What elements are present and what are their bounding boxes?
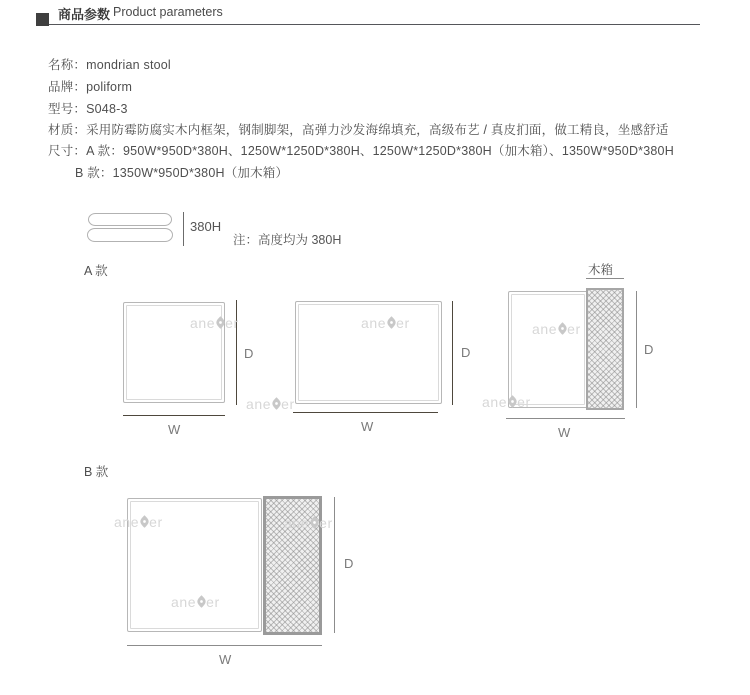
- watermark: ane er: [482, 394, 531, 410]
- diagram-b-w-line: [127, 645, 322, 646]
- spec-value: S048-3: [86, 102, 128, 116]
- wood-box-underline: [586, 278, 624, 279]
- watermark: ane er: [246, 396, 295, 412]
- diagram-a2-d-label: D: [461, 345, 471, 360]
- height-dimension-line: [183, 212, 184, 246]
- diagram-b-w-label: W: [219, 652, 232, 667]
- spec-label: 名称：: [48, 58, 87, 72]
- diagram-a2-w-line: [293, 412, 438, 413]
- aneger-logo-icon: [508, 395, 517, 408]
- spec-value: mondrian stool: [86, 58, 171, 72]
- aneger-logo-icon: [387, 316, 396, 329]
- diagram-a2-w-label: W: [361, 419, 374, 434]
- diagram-b-d-line: [334, 497, 335, 633]
- spec-row-size-a: [48, 141, 674, 159]
- diagram-a1-w-line: [123, 415, 225, 416]
- watermark: ane er: [284, 515, 333, 531]
- stool-cushion-top: [88, 213, 172, 226]
- spec-value: A 款：950W*950D*380H、1250W*1250D*380H、1250W*1250D*380H（加木箱）、1350W*950D*380H: [86, 144, 674, 158]
- spec-label: 尺寸：: [48, 144, 87, 158]
- wood-box-label: 木箱: [588, 263, 614, 277]
- spec-row-brand: [48, 77, 132, 95]
- diagram-a2-d-line: [452, 301, 453, 405]
- watermark: ane er: [532, 321, 581, 337]
- spec-row-model: [48, 99, 128, 117]
- watermark: ane er: [190, 315, 239, 331]
- spec-row-size-b: [75, 163, 288, 181]
- aneger-logo-icon: [140, 515, 149, 528]
- spec-value: poliform: [86, 80, 133, 94]
- diagram-a1-d-label: D: [244, 346, 254, 361]
- aneger-logo-icon: [310, 516, 319, 529]
- diagram-a3-d-line: [636, 291, 637, 408]
- diagram-a3-wood-box: [586, 288, 624, 410]
- section-a-title: A 款: [84, 264, 108, 278]
- spec-row-name: [48, 55, 171, 73]
- spec-label: 材质：: [48, 123, 87, 137]
- height-note: 注：高度均为 380H: [233, 233, 342, 247]
- diagram-a3-rect: [508, 291, 588, 408]
- diagram-a3-d-label: D: [644, 342, 654, 357]
- spec-label: 型号：: [48, 102, 87, 116]
- page-title-en: Product parameters: [113, 5, 223, 19]
- watermark: ane er: [171, 594, 220, 610]
- diagram-a3-w-label: W: [558, 425, 571, 440]
- aneger-logo-icon: [272, 397, 281, 410]
- aneger-logo-icon: [197, 595, 206, 608]
- aneger-logo-icon: [216, 316, 225, 329]
- section-b-title: B 款: [84, 465, 109, 479]
- spec-row-material: [48, 120, 669, 138]
- header-divider: [49, 24, 700, 25]
- watermark: ane er: [114, 514, 163, 530]
- watermark: ane er: [361, 315, 410, 331]
- height-dimension-label: 380H: [190, 219, 222, 234]
- spec-value: B 款：1350W*950D*380H（加木箱）: [75, 166, 289, 180]
- header-square-icon: [36, 13, 49, 26]
- spec-value: 采用防霉防腐实木内框架，钢制脚架，高弹力沙发海绵填充，高级布艺 / 真皮扪面，做工精良，坐感舒适: [86, 123, 669, 137]
- stool-cushion-bottom: [87, 228, 173, 242]
- aneger-logo-icon: [558, 322, 567, 335]
- page-title-zh: 商品参数: [58, 7, 111, 22]
- diagram-a1-w-label: W: [168, 422, 181, 437]
- spec-label: 品牌：: [48, 80, 87, 94]
- diagram-a3-w-line: [506, 418, 625, 419]
- diagram-b-d-label: D: [344, 556, 354, 571]
